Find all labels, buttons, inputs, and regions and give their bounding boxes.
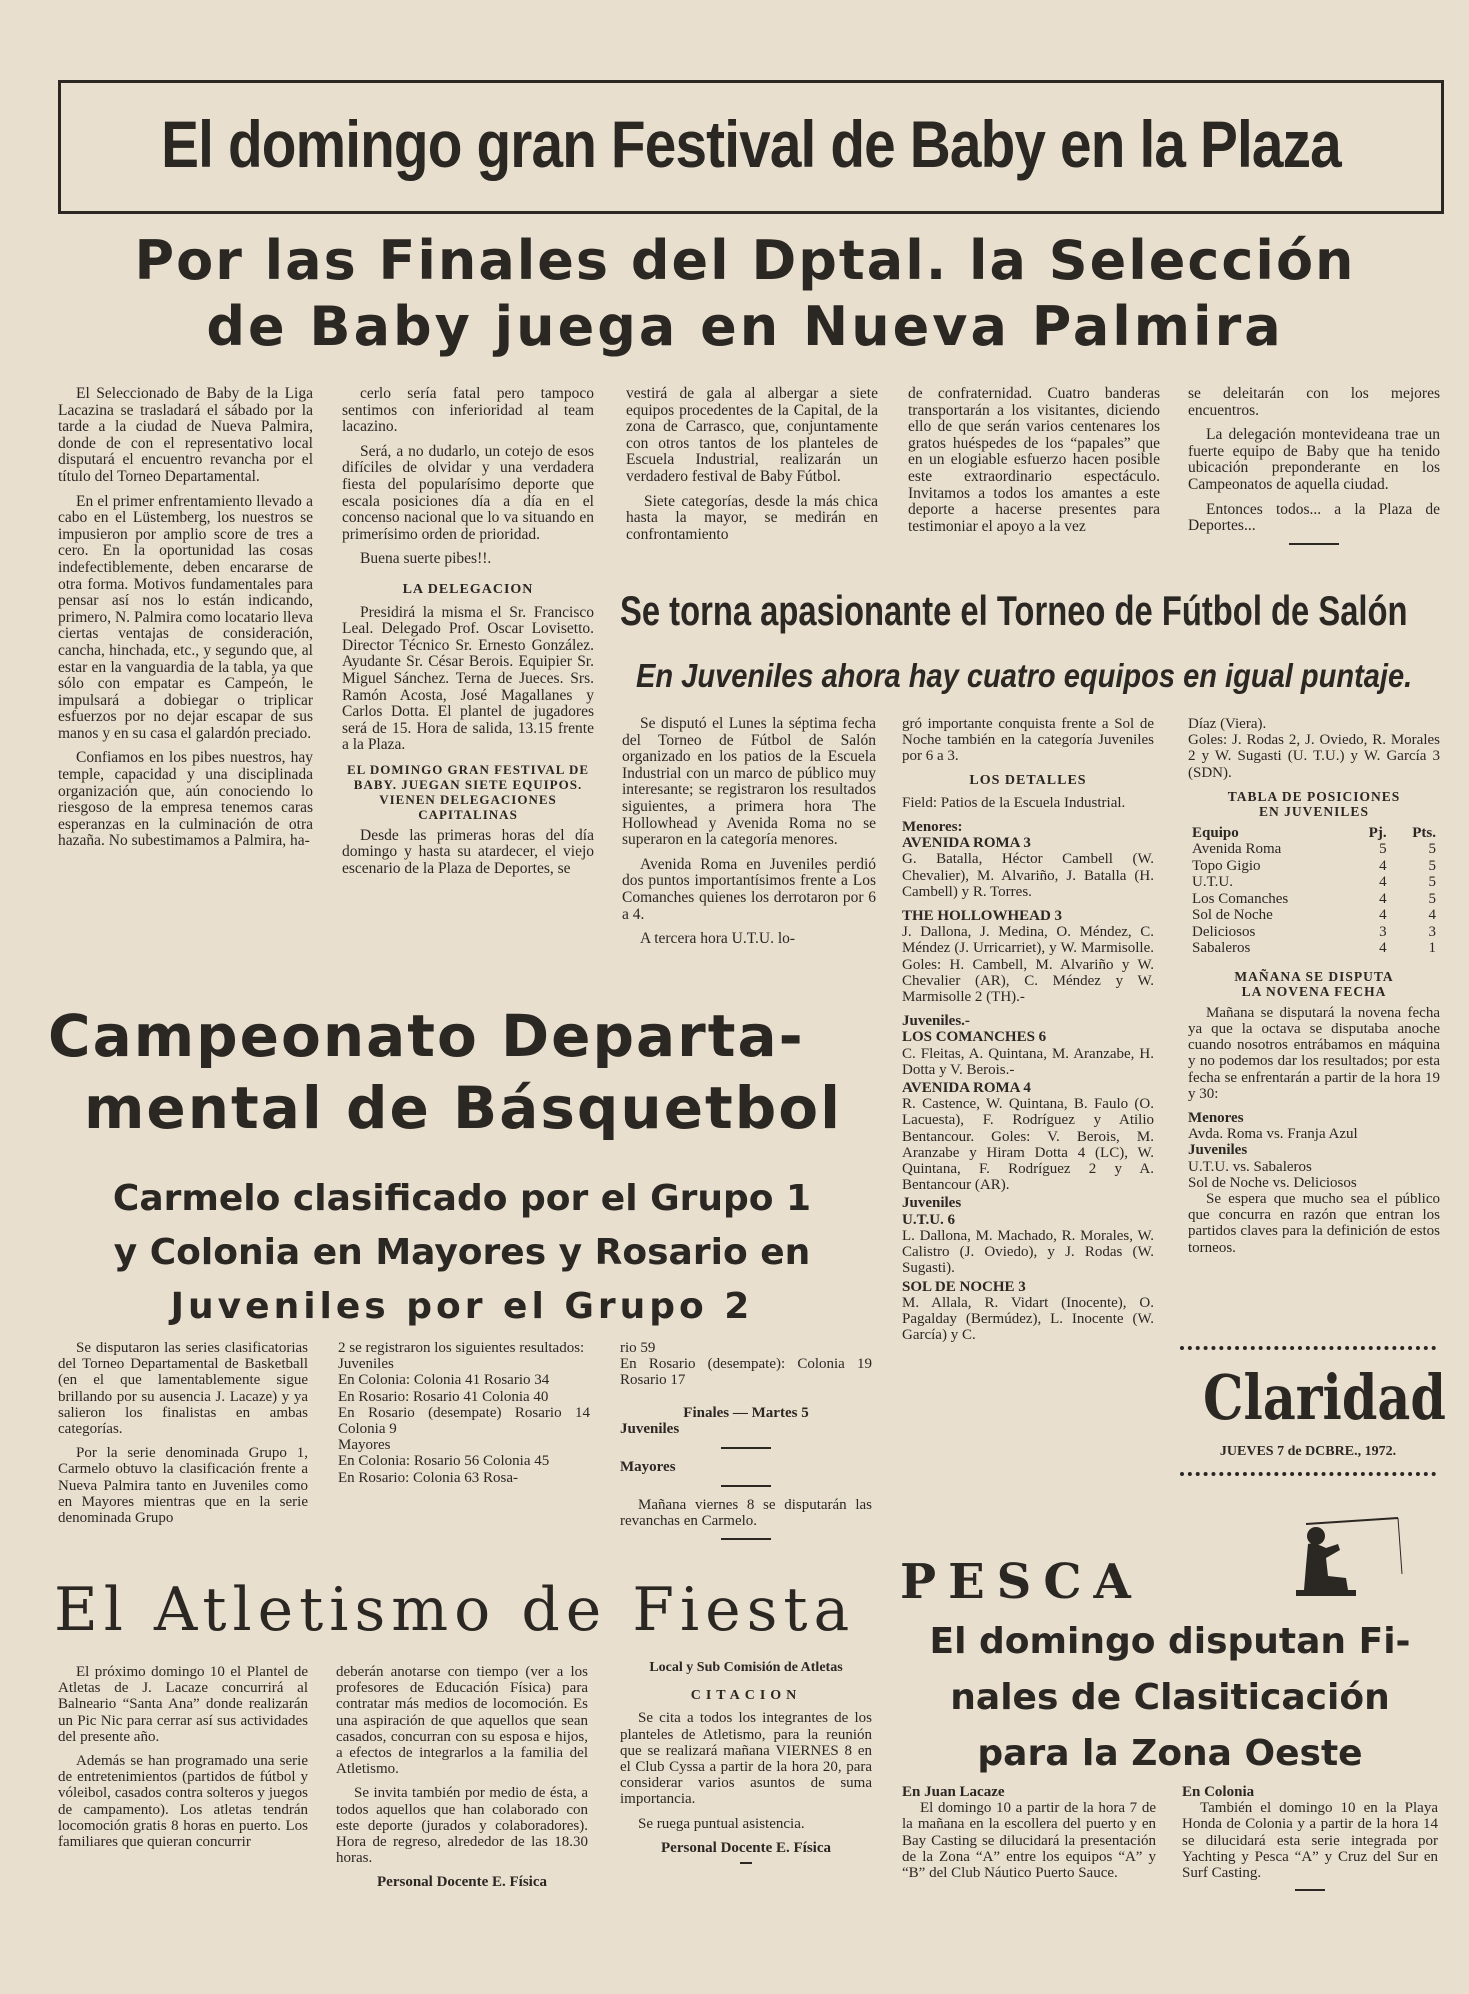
signature: Personal Docente E. Física bbox=[377, 1874, 547, 1891]
table-row bbox=[1188, 907, 1440, 924]
citacion-head: Local y Sub Comisión de Atletas bbox=[649, 1660, 843, 1675]
novena-closing: Se espera que mucho sea el público que concurra en razón que entran los partidos claves para la definición de estos torneos. bbox=[1188, 1191, 1440, 1256]
paragraph: Entonces todos... a la Plaza de Deportes... bbox=[1188, 500, 1440, 535]
table-cell: 4 bbox=[1379, 890, 1387, 907]
paragraph: Por la serie denominada Grupo 1, Carmelo obtuvo la clasificación frente a Nueva Palmira tanto en Juveniles como en Mayores mientras que en la serie denominada Grupo bbox=[58, 1445, 308, 1527]
table-row bbox=[1188, 858, 1440, 875]
detail-block bbox=[902, 819, 1154, 900]
pesca-headline-line3: para la Zona Oeste bbox=[977, 1733, 1363, 1774]
paragraph: Se ruega puntual asistencia. bbox=[638, 1815, 805, 1832]
pesca-col-2 bbox=[1182, 1784, 1438, 1897]
atletismo-headline: El Atletismo de Fiesta bbox=[54, 1575, 856, 1645]
table-row bbox=[1188, 891, 1440, 908]
paragraph: El próximo domingo 10 el Plantel de Atletas de J. Lacaze concurrirá al Balneario “Santa Ana” donde realizarán un Pic Nic para cerrar así sus actividades del presente año. bbox=[58, 1664, 308, 1745]
detail-block bbox=[902, 1013, 1154, 1078]
table-cell: 5 bbox=[1428, 874, 1436, 891]
novena-menores-head: Menores bbox=[1188, 1110, 1244, 1127]
finales-mayores: Mayores bbox=[620, 1459, 676, 1476]
basquet-col-2: 2 se registraron los siguientes resultados: Juveniles En Colonia: Colonia 41 Rosario 34 En Rosario: Rosario 41 Colonia 40 En Rosario (desempate) Rosario 14 Colonia 9 Mayores En Colonia: Rosario 56 Colonia 45 En Rosario: Colonia 63 Rosa- bbox=[338, 1340, 590, 1486]
pesca-title: PESCA bbox=[900, 1554, 1143, 1610]
pesca-col-head: En Juan Lacaze bbox=[902, 1784, 1005, 1800]
divider bbox=[721, 1485, 771, 1487]
basquet-headline-line1: Campeonato Departa- bbox=[48, 1002, 805, 1070]
paragraph: En el primer enfrentamiento llevado a cabo en el Lüstemberg, los nuestros se impusieron por amplio score de tres a cero. En la oportunidad las cosas indefectiblemente, deben encararse de otra forma. Motivos fundamentales para pensar así nos lo están indicando, primero, N. Palmira como locatario lleva ciertas ventajas de consideración, cancha, hinchada, etc., y segundo que, al estar en la vanguardia de la tabla, ya que sólo con empatar es Campeón, le impulsará a dobiegar o triplicar esfuerzos por no dejar escapar de sus manos y en su casa el galardón preciado. bbox=[58, 492, 313, 742]
basquet-col-3 bbox=[620, 1340, 872, 1546]
baby-headline-line1: Por las Finales del Dptal. la Selección bbox=[134, 229, 1356, 292]
atletismo-col-1 bbox=[58, 1664, 308, 1858]
detail-text: M. Allala, R. Vidart (Inocente), O. Pagalday (Bermúdez), L. Inocente (W. García) y C. bbox=[902, 1294, 1154, 1344]
divider bbox=[1289, 543, 1339, 545]
table-cell: U.T.U. bbox=[1192, 874, 1233, 891]
novena-juveniles: U.T.U. vs. Sabaleros Sol de Noche vs. Deliciosos bbox=[1188, 1158, 1357, 1191]
divider bbox=[1295, 1889, 1325, 1891]
festival-text: Desde las primeras horas del día domingo y hasta su atardecer, el viejo escenario de la Plaza de Deportes, se bbox=[342, 826, 594, 878]
basquet-headline-line2: mental de Básquetbol bbox=[83, 1074, 843, 1142]
detail-block bbox=[902, 1195, 1154, 1276]
paragraph: A tercera hora U.T.U. lo- bbox=[640, 930, 796, 948]
novena-menores: Avda. Roma vs. Franja Azul bbox=[1188, 1126, 1358, 1143]
banner-title: El domingo gran Festival de Baby en la Plaza bbox=[161, 107, 1341, 181]
paragraph: El domingo 10 a partir de la hora 7 de la mañana en la escollera del puerto y en Bay Casting se dilucidará la presentación de la Zona “A” entre los equipos “A” y “B” del Club Náutico Puerto Sauce. bbox=[902, 1800, 1156, 1882]
fisherman-icon bbox=[1286, 1514, 1416, 1604]
table-row bbox=[1188, 924, 1440, 941]
delegacion-title: LA DELEGACION bbox=[402, 581, 534, 597]
novena-title: MAÑANA SE DISPUTA LA NOVENA FECHA bbox=[1234, 968, 1394, 999]
table-cell: Los Comanches bbox=[1192, 890, 1289, 907]
basquet-headline bbox=[48, 1000, 878, 1144]
table-cell: 4 bbox=[1379, 940, 1387, 957]
table-cell: 5 bbox=[1379, 841, 1387, 858]
futbol-col-3 bbox=[1188, 716, 1440, 1264]
atletismo-col-2 bbox=[336, 1664, 588, 1891]
basquet-subheadline bbox=[44, 1172, 880, 1334]
table-cell: 4 bbox=[1428, 907, 1436, 924]
festival-title: EL DOMINGO GRAN FESTIVAL DE BABY. JUEGAN SIETE EQUIPOS. VIENEN DELEGACIONES CAPITALINAS bbox=[346, 761, 590, 822]
baby-headline bbox=[40, 228, 1450, 360]
paragraph: La delegación montevideana trae un fuerte equipo de Baby que ha tenido ubicación preponderante en los Campeonatos de aquella ciudad. bbox=[1188, 426, 1440, 493]
paragraph: deberán anotarse con tiempo (ver a los profesores de Educación Física) para contratar más medios de locomoción. Es una aspiración de que aquellos que sean casados, concurran con su esposa e hijos, a efectos de integrarlos a la familia del Atletismo. bbox=[336, 1664, 588, 1778]
novena-juveniles-head: Juveniles bbox=[1188, 1142, 1248, 1159]
paragraph: Además se han programado una serie de entretenimientos (partidos de fútbol y vóleibol, casados contra solteros y juegos de campamento). Los atletas tendrán locomoción gratis 8 horas en puerto. Los familiares que quieran concurrir bbox=[58, 1753, 308, 1851]
table-row bbox=[1188, 841, 1440, 858]
paragraph: de confraternidad. Cuatro banderas transportarán a los visitantes, diciendo ello de que serán varios centenares los gratos huéspedes de los “papales” que en un elogiable esfuerzo hacen posible este extraordinario espectáculo. Invitamos a todos los amantes a este deporte a hacerse presentes para testimoniar el apoyo a la vez bbox=[908, 385, 1160, 535]
pesca-col-head: En Colonia bbox=[1182, 1784, 1255, 1800]
baby-col-4 bbox=[908, 386, 1160, 543]
atletismo-col-3 bbox=[620, 1660, 872, 1870]
paragraph: se deleitarán con los mejores encuentros. bbox=[1188, 385, 1440, 419]
paragraph: Será, a no dudarlo, un cotejo de esos difíciles de olvidar y una verdadera fiesta del popularísimo deporte que escala posiciones día a día en el concenso nacional que lo va situando en primerísimo orden de prioridad. bbox=[342, 442, 594, 543]
paragraph: También el domingo 10 en la Playa Honda de Colonia y a partir de la hora 14 se dilucidará esta serie integrada por Yachting y Pesca “A” y Cruz del Sur en Surf Casting. bbox=[1182, 1800, 1438, 1882]
detail-text: J. Dallona, J. Medina, O. Méndez, C. Méndez (J. Urricarriet), y W. Marmisolle. Goles: H. Cambell, M. Alvariño y W. Chevalier (AR), C. Méndez y W. Marmisolle 2 (TH).- bbox=[902, 924, 1154, 1006]
finales-juveniles: Juveniles bbox=[620, 1420, 680, 1437]
detail-text: L. Dallona, M. Machado, R. Morales, W. Calistro (J. Oviedo), y J. Rodas (W. Sugasti). bbox=[902, 1227, 1154, 1277]
detail-block bbox=[902, 1279, 1154, 1344]
paragraph: Buena suerte pibes!!. bbox=[360, 550, 492, 568]
baby-col-3 bbox=[626, 386, 878, 551]
finales-text: Mañana viernes 8 se disputarán las revanchas en Carmelo. bbox=[620, 1497, 872, 1530]
table-cell: Deliciosos bbox=[1192, 923, 1256, 940]
futbol-headline: Se torna apasionante el Torneo de Fútbol de Salón bbox=[620, 587, 1408, 634]
claridad-dots-bottom bbox=[1180, 1472, 1436, 1476]
paragraph: Confiamos en los pibes nuestros, hay temple, capacidad y una disciplinada organización que, aún conociendo lo riesgoso de la empresa tenemos caras esperanzas en la culminación de otra hazaña. No subestimamos a Palmira, ha- bbox=[58, 749, 313, 850]
table-cell: 5 bbox=[1428, 841, 1436, 858]
novena-text: Mañana se disputará la novena fecha ya que la octava se disputaba anoche cuando nosotros entrábamos en máquina y no podemos dar los resultados; por esta fecha se enfrentarán a partir de la hora 19 y 30: bbox=[1188, 1004, 1440, 1102]
table-row bbox=[1188, 874, 1440, 891]
paragraph: Se invita también por medio de ésta, a todos aquellos que han colaborado con este deporte (jurados y colaboradores). Hora de regreso, alrededor de las 18.30 horas. bbox=[336, 1785, 588, 1867]
pesca-headline-line2: nales de Clasiticación bbox=[950, 1677, 1390, 1718]
basquet-sub-line1: Carmelo clasificado por el Grupo 1 bbox=[112, 1178, 812, 1219]
fisherman-svg bbox=[1286, 1514, 1416, 1604]
table-cell: 3 bbox=[1428, 923, 1436, 940]
table-cell: Avenida Roma bbox=[1192, 841, 1282, 858]
paragraph: El Seleccionado de Baby de la Liga Lacazina se trasladará el sábado por la tarde a la ciudad de Nueva Palmira, donde de con el representativo local disputará el encuentro revancha por el título del Torneo Departamental. bbox=[58, 385, 313, 485]
paragraph: gró importante conquista frente a Sol de Noche también en la categoría Juveniles por 6 a 3. bbox=[902, 716, 1154, 765]
paragraph: Siete categorías, desde la más chica hasta la mayor, se medirán en confrontamiento bbox=[626, 492, 878, 543]
table-header: Equipo bbox=[1192, 824, 1239, 841]
detail-head: Menores: AVENIDA ROMA 3 bbox=[902, 819, 1031, 852]
table-cell: 3 bbox=[1379, 923, 1387, 940]
divider bbox=[721, 1538, 771, 1540]
signature: Personal Docente E. Física bbox=[661, 1839, 831, 1856]
baby-headline-line2: de Baby juega en Nueva Palmira bbox=[206, 295, 1284, 358]
detail-block bbox=[902, 908, 1154, 1005]
detail-head: AVENIDA ROMA 4 bbox=[902, 1080, 1031, 1097]
table-header: Pj. bbox=[1368, 824, 1387, 841]
table-header: Pts. bbox=[1412, 824, 1436, 841]
detail-block bbox=[902, 1080, 1154, 1193]
paragraph: Se disputó el Lunes la séptima fecha del Torneo de Fútbol de Salón organizado en los patios de la Escuela Industrial con un marco de público muy interesante; se registraron los resultados siguientes, a primera hora The Hollowhead y Avenida Roma no se superaron en la categoría menores. bbox=[622, 715, 876, 849]
detail-text: G. Batalla, Héctor Cambell (W. Chevalier), M. Alvariño, J. Batalla (H. Cambell) y R. Torres. bbox=[902, 851, 1154, 900]
divider bbox=[721, 1447, 771, 1449]
paragraph: Se cita a todos los integrantes de los planteles de Atletismo, para la reunión que se realizará mañana VIERNES 8 en el Club Cyssa a partir de la hora 20, para considerar varios asuntos de suma importancia. bbox=[620, 1710, 872, 1808]
table-cell: 1 bbox=[1428, 940, 1436, 957]
table-cell: 5 bbox=[1428, 890, 1436, 907]
pesca-col-1 bbox=[902, 1784, 1156, 1889]
pesca-headline bbox=[890, 1614, 1450, 1782]
delegacion-text: Presidirá la misma el Sr. Francisco Leal. Delegado Prof. Oscar Lovisetto. Director Técnico Sr. Ernesto González. Ayudante Sr. César Berois. Equipier Sr. Miguel Sánchez. Terna de Jueces. Srs. Ramón Acosta, José Magallanes y Carlos Dotta. El plantel de jugadores será de 15. Hora de salida, 13.15 frente a la Plaza. bbox=[342, 603, 594, 754]
detail-head: SOL DE NOCHE 3 bbox=[902, 1278, 1026, 1295]
baby-col-2 bbox=[342, 386, 594, 886]
detail-text: C. Fleitas, A. Quintana, M. Aranzabe, H. Dotta y V. Berois.- bbox=[902, 1045, 1154, 1078]
table-row bbox=[1188, 940, 1440, 957]
baby-col-1 bbox=[58, 386, 313, 858]
tabla-title: TABLA DE POSICIONES EN JUVENILES bbox=[1227, 788, 1401, 819]
table-cell: 5 bbox=[1428, 857, 1436, 874]
table-cell: 4 bbox=[1379, 857, 1387, 874]
table-cell: Sabaleros bbox=[1192, 940, 1251, 957]
futbol-col-2 bbox=[902, 716, 1154, 1351]
paragraph: cerlo sería fatal pero tampoco sentimos con inferioridad al team lacazino. bbox=[342, 385, 594, 436]
detail-head: THE HOLLOWHEAD 3 bbox=[902, 908, 1063, 925]
top-banner bbox=[58, 80, 1444, 214]
table-cell: Topo Gigio bbox=[1192, 857, 1261, 874]
detail-head: Juveniles.- LOS COMANCHES 6 bbox=[902, 1013, 1047, 1046]
finales-title: Finales — Martes 5 bbox=[683, 1404, 809, 1421]
paragraph: Díaz (Viera). Goles: J. Rodas 2, J. Oviedo, R. Morales 2 y W. Sugasti (U. T.U.) y W. García 3 (SDN). bbox=[1188, 716, 1440, 781]
detail-head: Juveniles U.T.U. 6 bbox=[902, 1195, 962, 1228]
citacion-title: CITACION bbox=[690, 1688, 802, 1704]
table-cell: Sol de Noche bbox=[1192, 907, 1273, 924]
paragraph: Se disputaron las series clasificatorias del Torneo Departamental de Basketball (en el que lamentablemente sigue brillando por su ausencia J. Lacaze) y ya salieron los finalistas en ambas categorías. bbox=[58, 1340, 308, 1438]
futbol-col-1 bbox=[622, 716, 876, 956]
claridad-logo: Claridad bbox=[1203, 1361, 1446, 1434]
basquet-sub-line3: Juveniles por el Grupo 2 bbox=[170, 1286, 754, 1327]
detail-text: R. Castence, W. Quintana, B. Faulo (O. Lacuesta), F. Rodríguez y Atilio Bentancour. Goles: V. Berois, M. Aranzabe y Hiram Dotta 4 (LC), W. Quintana, F. Rodríguez 2 y A. Bentancour (AR). bbox=[902, 1096, 1154, 1194]
detalles-title: LOS DETALLES bbox=[969, 772, 1087, 788]
paragraph: rio 59 En Rosario (desempate): Colonia 19 Rosario 17 bbox=[620, 1340, 872, 1389]
table-header-row bbox=[1188, 825, 1440, 842]
divider bbox=[740, 1862, 752, 1864]
basquet-sub-line2: y Colonia en Mayores y Rosario en bbox=[113, 1232, 811, 1273]
positions-table bbox=[1188, 825, 1440, 957]
claridad-date: JUEVES 7 de DCBRE., 1972. bbox=[1219, 1444, 1397, 1459]
table-cell: 4 bbox=[1379, 874, 1387, 891]
table-cell: 4 bbox=[1379, 907, 1387, 924]
futbol-subheadline: En Juveniles ahora hay cuatro equipos en igual puntaje. bbox=[636, 657, 1413, 694]
claridad-dots-top bbox=[1180, 1346, 1436, 1350]
paragraph: vestirá de gala al albergar a siete equipos procedentes de la Capital, de la zona de Carrasco, que, conjuntamente con otros tantos de los planteles de Escuela Industrial, realizarán un verdadero festival de Baby Fútbol. bbox=[626, 385, 878, 485]
basquet-col-1 bbox=[58, 1340, 308, 1534]
pesca-headline-line1: El domingo disputan Fi- bbox=[929, 1621, 1411, 1662]
paragraph: Avenida Roma en Juveniles perdió dos puntos importantísimos frente a Los Comanches quienes los derrotaron por 6 a 4. bbox=[622, 855, 876, 923]
baby-col-5 bbox=[1188, 386, 1440, 551]
field-line: Field: Patios de la Escuela Industrial. bbox=[902, 794, 1126, 811]
